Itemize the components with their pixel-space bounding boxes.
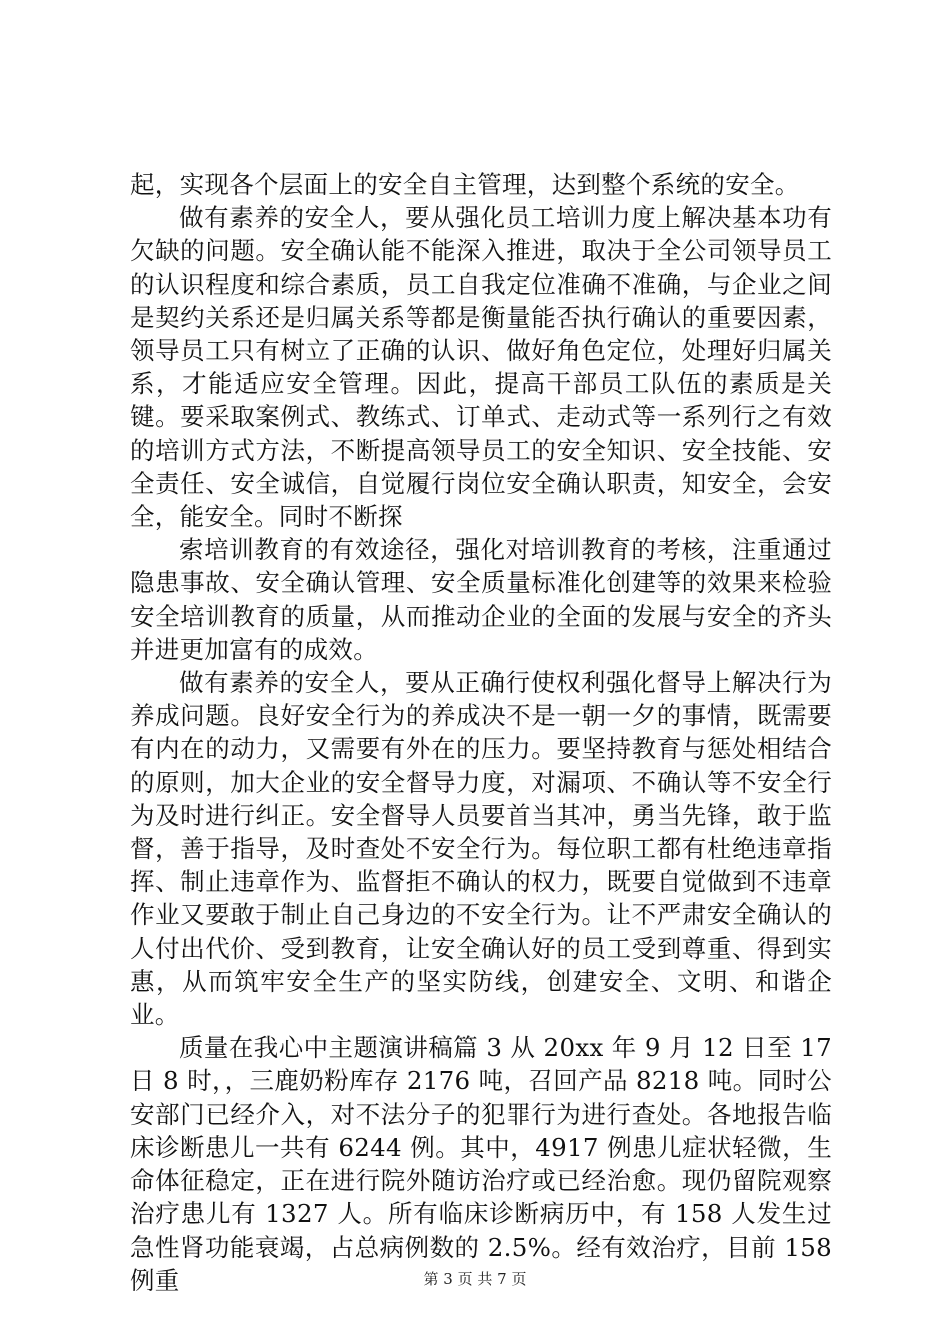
paragraph-supervision: 做有素养的安全人，要从正确行使权利强化督导上解决行为养成问题。良好安全行为的养成决不是一朝一夕的事情，既需要有内在的动力，又需要有外在的压力。要坚持教育与惩处相结合的原则，加大企业的安全督导力度，对漏项、不确认等不安全行为及时进行纠正。安全督导人员要首当其冲，勇当先锋，敢于监督，善于指导，及时查处不安全行为。每位职工都有杜绝违章指挥、制止违章作为、监督拒不确认的权力，既要自觉做到不违章作业又要敢于制止自己身边的不安全行为。让不严肃安全确认的人付出代价、受到教育，让安全确认好的员工受到尊重、得到实惠，从而筑牢安全生产的坚实防线，创建安全、文明、和谐企业。: [130, 668, 832, 1030]
paragraph-quality-speech: 质量在我心中主题演讲稿篇 3 从 20xx 年 9 月 12 日至 17 日 8 时，，三鹿奶粉库存 2176 吨，召回产品 8218 吨。同时公安部门已经介入，对不法分子的犯罪行为进行查处。各地报告临床诊断患儿一共有 6244 例。其中，4917 例患儿症状轻微，生命体征稳定，正在进行院外随访治疗或已经治愈。现仍留院观察治疗患儿有 1327 人。所有临床诊断病历中，有 158 人发生过急性肾功能衰竭，占总病例数的 2.5%。经有效治疗，目前 158 例重: [130, 1033, 832, 1295]
document-body: [130, 168, 832, 1297]
paragraph-training-continued: 索培训教育的有效途径，强化对培训教育的考核，注重通过隐患事故、安全确认管理、安全质量标准化创建等的效果来检验安全培训教育的质量，从而推动企业的全面的发展与安全的齐头并进更加富有的成效。: [130, 535, 832, 664]
page-footer: 第 3 页 共 7 页: [423, 1270, 527, 1288]
paragraph-training: 做有素养的安全人，要从强化员工培训力度上解决基本功有欠缺的问题。安全确认能不能深入推进，取决于全公司领导员工的认识程度和综合素质，员工自我定位准确不准确，与企业之间是契约关系还是归属关系等都是衡量能否执行确认的重要因素，领导员工只有树立了正确的认识、做好角色定位，处理好归属关系，才能适应安全管理。因此，提高干部员工队伍的素质是关键。要采取案例式、教练式、订单式、走动式等一系列行之有效的培训方式方法，不断提高领导员工的安全知识、安全技能、安全责任、安全诚信，自觉履行岗位安全确认职责，知安全，会安全，能安全。同时不断探: [130, 203, 832, 532]
paragraph-continuation: 起，实现各个层面上的安全自主管理，达到整个系统的安全。: [130, 170, 800, 199]
